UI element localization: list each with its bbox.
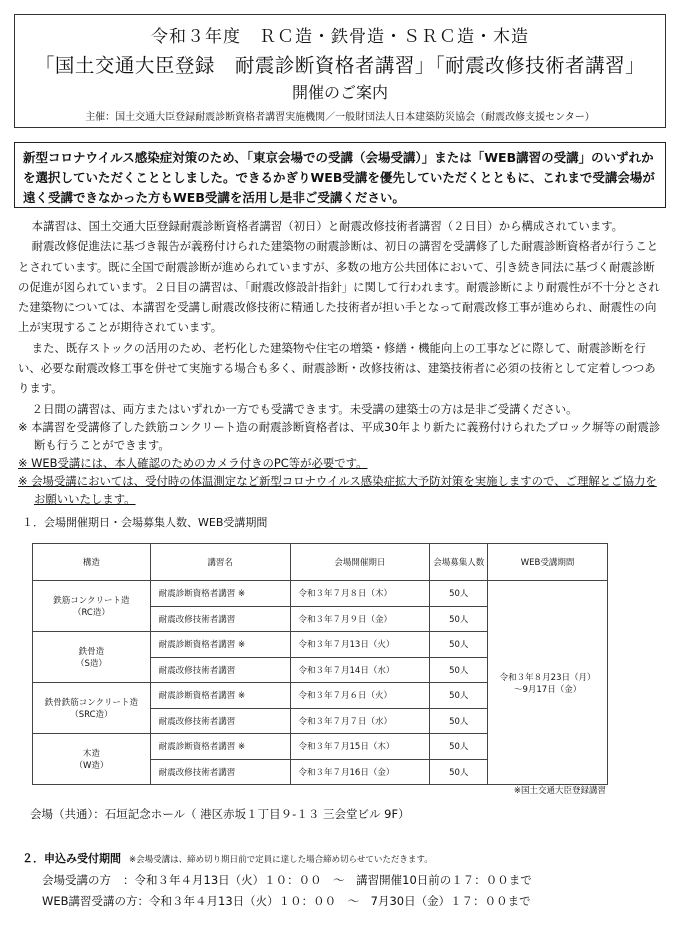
- web-period-cell: 令和３年８月23日（月） ～9月17日（金）: [488, 581, 608, 785]
- header-announcement: 開催のご案内: [291, 83, 388, 102]
- lecture-cell: 耐震改修技術者講習: [150, 606, 290, 632]
- header-web-period: WEB受講期間: [488, 544, 608, 581]
- header-capacity: 会場募集人数: [430, 544, 488, 581]
- table-footnote: ※国土交通大臣登録講習: [513, 786, 606, 796]
- capacity-cell: 50人: [430, 683, 488, 709]
- capacity-cell: 50人: [430, 708, 488, 734]
- covid-notice: 新型コロナウイルス感染症対策のため、「東京会場での受講（会場受講）」または「WEB講習の受講」のいずれかを選択していただくこととしました。できるかぎりWEB受講を優先していただくとともに、これまで受講会場が遠く受講できなかった方もWEB受講を活用し是非ご受講ください。: [14, 142, 666, 208]
- date-cell: 令和３年７月６日（火）: [290, 683, 430, 709]
- capacity-cell: 50人: [430, 759, 488, 785]
- capacity-cell: 50人: [430, 632, 488, 658]
- header-structure: 構造: [33, 544, 151, 581]
- date-cell: 令和３年７月14日（水）: [290, 657, 430, 683]
- capacity-cell: 50人: [430, 581, 488, 607]
- intro-body: [18, 216, 664, 419]
- section2-note: ※会場受講は、締め切り期日前で定員に達した場合締め切らせていただきます。: [129, 855, 433, 865]
- intro-paragraph: ２日間の講習は、両方またはいずれか一方でも受講できます。未受講の建築士の方は是非ご受講ください。: [31, 401, 578, 416]
- section2-title: ２．申込み受付期間: [22, 852, 121, 865]
- note-item: ※ WEB受講には、本人確認のためのカメラ付きのPC等が必要です。: [18, 456, 368, 470]
- structure-cell: 鉄骨鉄筋コンクリート造 （SRC造）: [33, 683, 151, 734]
- date-cell: 令和３年７月８日（木）: [290, 581, 430, 607]
- lecture-cell: 耐震診断資格者講習 ※: [150, 734, 290, 760]
- venue-application-period: ：令和３年４月13日（火）１０：００ ～ 講習開催10日前の１７：００まで: [123, 873, 532, 887]
- venue-application-label: 会場受講の方: [42, 873, 111, 887]
- web-application-label: WEB講習受講の方: [42, 894, 138, 908]
- lecture-cell: 耐震診断資格者講習 ※: [150, 581, 290, 607]
- header-structures: 令和３年度 ＲＣ造・鉄骨造・ＳＲＣ造・木造: [151, 27, 529, 47]
- note-item: ※ 本講習を受講修了した鉄筋コンクリート造の耐震診断資格者は、平成30年より新たに義務付けられたブロック塀等の耐震診断も行うことができます。: [18, 420, 661, 452]
- lecture-cell: 耐震診断資格者講習 ※: [150, 683, 290, 709]
- date-cell: 令和３年７月７日（水）: [290, 708, 430, 734]
- capacity-cell: 50人: [430, 606, 488, 632]
- lecture-cell: 耐震診断資格者講習 ※: [150, 632, 290, 658]
- intro-paragraph: また、既存ストックの活用のため、老朽化した建築物や住宅の増築・修繕・機能向上の工事などに際して、耐震診断を行い、必要な耐震改修工事を併せて実施する場合も多く、耐震診断・改修技術は、建築技術者に必須の技術として定着しつつあります。: [18, 340, 656, 396]
- header-course-title: 「国土交通大臣登録 耐震診断資格者講習」「耐震改修技術者講習」: [34, 54, 646, 77]
- note-item: ※ 会場受講においては、受付時の体温測定など新型コロナウイルス感染症拡大予防対策を実施しますので、ご理解とご協力をお願いいたします。: [18, 474, 657, 506]
- header-date: 会場開催期日: [290, 544, 430, 581]
- web-application-period: ：令和３年４月13日（火）１０：００ ～ 7月30日（金）１７：００まで: [137, 894, 531, 908]
- lecture-cell: 耐震改修技術者講習: [150, 657, 290, 683]
- notes-list: [18, 418, 664, 508]
- table-header-row: [33, 544, 608, 581]
- date-cell: 令和３年７月９日（金）: [290, 606, 430, 632]
- web-application-row: [42, 893, 531, 909]
- section2-heading: [22, 850, 433, 866]
- date-cell: 令和３年７月13日（火）: [290, 632, 430, 658]
- lecture-cell: 耐震改修技術者講習: [150, 759, 290, 785]
- header-organizer: 主催：国土交通大臣登録耐震診断資格者講習実施機関／一般財団法人日本建築防災協会（耐震改修支援センター）: [85, 112, 595, 123]
- schedule-table: [32, 543, 608, 785]
- venue-info: 会場（共通）：石垣記念ホール（ 港区赤坂１丁目９-１３ 三会堂ビル 9F）: [30, 807, 410, 821]
- capacity-cell: 50人: [430, 734, 488, 760]
- table-row: [33, 581, 608, 607]
- intro-paragraph: 本講習は、国土交通大臣登録耐震診断資格者講習（初日）と耐震改修技術者講習（２日目）から構成されています。: [31, 219, 624, 233]
- structure-cell: 鉄骨造 （S造）: [33, 632, 151, 683]
- intro-paragraph: 耐震改修促進法に基づき報告が義務付けられた建築物の耐震診断は、初日の講習を受講修了した耐震診断資格者が行うこととされています。既に全国で耐震診断が進められていますが、多数の地方公共団体において、引き続き同法に基づく耐震診断の促進が図られています。２日目の講習は、「耐震改修設計指針」に関して行われます。耐震診断により耐震性が不十分とされた建築物については、本講習を受講し耐震改修技術に精通した技術者が担い手となって耐震改修工事が進められ、耐震性の向上が実現することが期待されています。: [18, 239, 660, 335]
- section1-title: １．会場開催期日・会場募集人数、WEB受講期間: [22, 516, 268, 529]
- capacity-cell: 50人: [430, 657, 488, 683]
- header-lecture: 講習名: [150, 544, 290, 581]
- date-cell: 令和３年７月15日（木）: [290, 734, 430, 760]
- lecture-cell: 耐震改修技術者講習: [150, 708, 290, 734]
- venue-application-row: [42, 872, 532, 888]
- date-cell: 令和３年７月16日（金）: [290, 759, 430, 785]
- structure-cell: 鉄筋コンクリート造 （RC造）: [33, 581, 151, 632]
- structure-cell: 木造 （W造）: [33, 734, 151, 785]
